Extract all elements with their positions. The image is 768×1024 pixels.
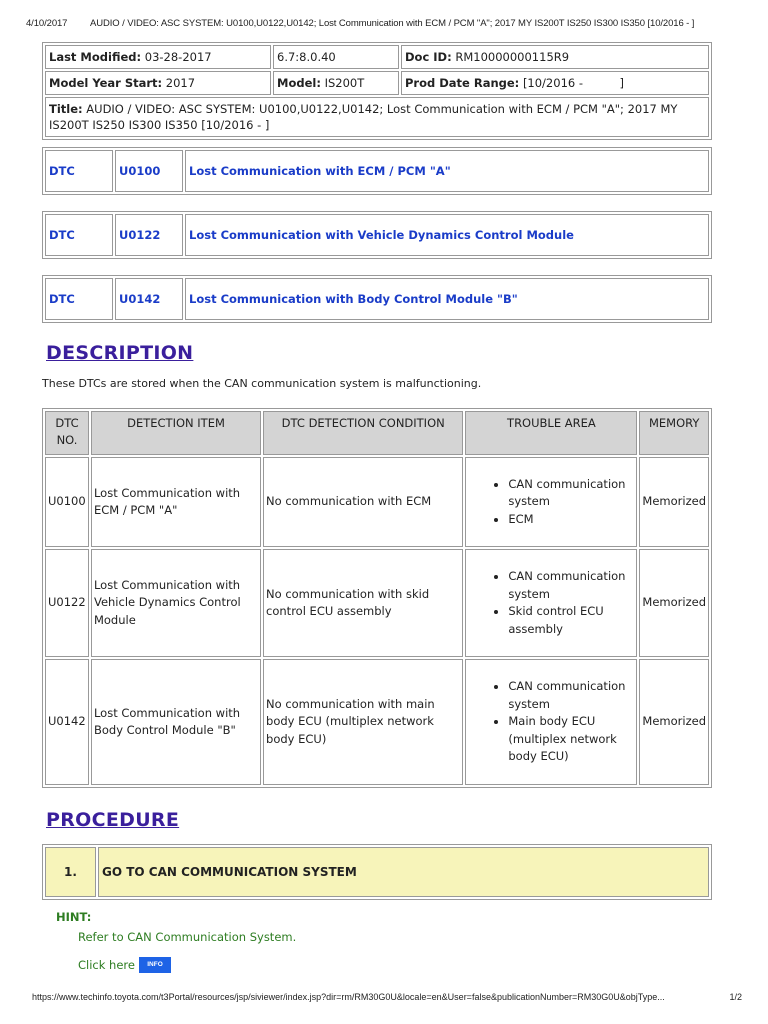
dtc-box-u0100 [42, 147, 712, 195]
row-memory: Memorized [639, 457, 709, 547]
dtc-desc: Lost Communication with Body Control Module "B" [185, 278, 709, 320]
header-detection-item: DETECTION ITEM [91, 411, 261, 455]
print-title: AUDIO / VIDEO: ASC SYSTEM: U0100,U0122,U0142; Lost Communication with ECM / PCM "A"; 2017 MY IS200T IS250 IS300 IS350 [10/2016 - ] [90, 18, 695, 29]
info-button[interactable]: INFO [139, 957, 171, 973]
hint-label: HINT: [56, 910, 92, 924]
description-heading: DESCRIPTION [46, 342, 194, 364]
dtc-code: U0122 [115, 214, 183, 256]
header-memory: MEMORY [639, 411, 709, 455]
row-memory: Memorized [639, 549, 709, 657]
table-row [45, 549, 709, 657]
description-text: These DTCs are stored when the CAN communication system is malfunctioning. [42, 377, 482, 390]
model-year-cell: Model Year Start: 2017 [45, 71, 271, 95]
title-cell: Title: AUDIO / VIDEO: ASC SYSTEM: U0100,U0122,U0142; Lost Communication with ECM / PCM "A"; 2017 MY IS200T IS250 IS300 IS350 [10/2016 - ] [45, 97, 709, 137]
dtc-detail-table [42, 408, 712, 788]
row-trouble: • CAN communication system • ECM [465, 457, 637, 547]
table-header-row [45, 411, 709, 455]
row-item: Lost Communication with Body Control Module "B" [91, 659, 261, 785]
version-cell: 6.7:8.0.40 [273, 45, 399, 69]
step-number: 1. [45, 847, 96, 897]
model-cell: Model: IS200T [273, 71, 399, 95]
row-dtc: U0122 [45, 549, 89, 657]
dtc-desc: Lost Communication with Vehicle Dynamics Control Module [185, 214, 709, 256]
dtc-label: DTC [45, 150, 113, 192]
print-date: 4/10/2017 [26, 18, 68, 29]
prod-date-cell: Prod Date Range: [10/2016 - ] [401, 71, 709, 95]
row-item: Lost Communication with Vehicle Dynamics Control Module [91, 549, 261, 657]
row-dtc: U0142 [45, 659, 89, 785]
row-trouble: • CAN communication system • Main body ECU (multiplex network body ECU) [465, 659, 637, 785]
row-condition: No communication with skid control ECU assembly [263, 549, 463, 657]
page-url: https://www.techinfo.toyota.com/t3Portal/resources/jsp/siviewer/index.jsp?dir=rm/RM30G0U&locale=en&User=false&publicationNumber=RM30G0U&objType... [32, 992, 665, 1002]
table-row [45, 457, 709, 547]
doc-id-cell: Doc ID: RM10000000115R9 [401, 45, 709, 69]
header-dtc-no: DTC NO. [45, 411, 89, 455]
click-here-link[interactable]: Click here [78, 958, 135, 972]
dtc-label: DTC [45, 214, 113, 256]
row-condition: No communication with ECM [263, 457, 463, 547]
procedure-step-1 [42, 844, 712, 900]
row-condition: No communication with main body ECU (multiplex network body ECU) [263, 659, 463, 785]
print-header [26, 18, 746, 29]
click-here-row [78, 957, 171, 973]
row-trouble: • CAN communication system • Skid control ECU assembly [465, 549, 637, 657]
document-meta-table [42, 42, 712, 140]
row-memory: Memorized [639, 659, 709, 785]
dtc-code: U0100 [115, 150, 183, 192]
last-modified-cell: Last Modified: 03-28-2017 [45, 45, 271, 69]
print-footer [32, 992, 742, 1002]
dtc-box-u0142 [42, 275, 712, 323]
dtc-label: DTC [45, 278, 113, 320]
header-detection-condition: DTC DETECTION CONDITION [263, 411, 463, 455]
procedure-heading: PROCEDURE [46, 809, 180, 831]
dtc-desc: Lost Communication with ECM / PCM "A" [185, 150, 709, 192]
table-row [45, 659, 709, 785]
header-trouble-area: TROUBLE AREA [465, 411, 637, 455]
hint-text: Refer to CAN Communication System. [78, 930, 297, 944]
page-number: 1/2 [729, 992, 742, 1002]
dtc-box-u0122 [42, 211, 712, 259]
dtc-code: U0142 [115, 278, 183, 320]
row-item: Lost Communication with ECM / PCM "A" [91, 457, 261, 547]
step-title: GO TO CAN COMMUNICATION SYSTEM [98, 847, 709, 897]
row-dtc: U0100 [45, 457, 89, 547]
